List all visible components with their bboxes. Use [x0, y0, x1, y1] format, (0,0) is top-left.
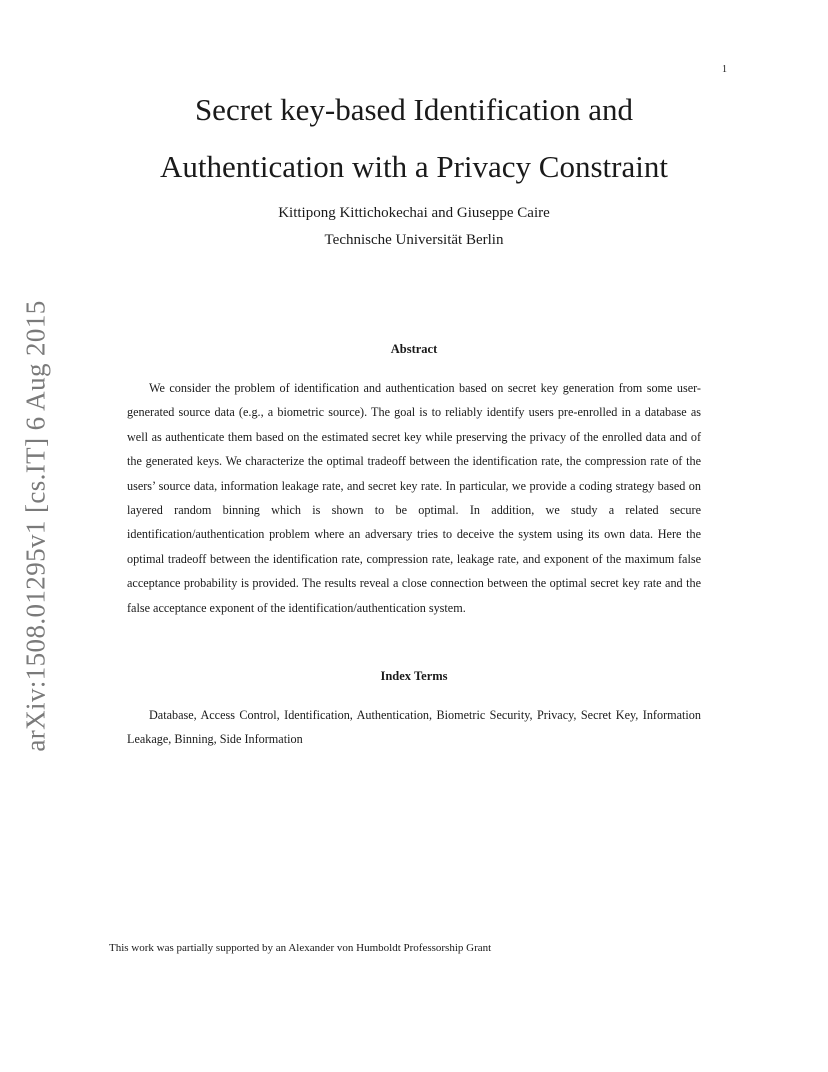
- author-names: Kittipong Kittichokechai and Giuseppe Caire: [278, 205, 550, 221]
- footnote: This work was partially supported by an Alexander von Humboldt Professorship Grant: [109, 942, 492, 954]
- title-line-1: Secret key-based Identification and: [194, 92, 634, 127]
- abstract-heading: Abstract: [390, 342, 438, 356]
- title-line-2: Authentication with a Privacy Constraint: [160, 149, 668, 184]
- author-block: [0, 200, 828, 254]
- paper-title: [0, 81, 828, 195]
- abstract-text: We consider the problem of identification and authentication based on secret key generation from some user-generated source data (e.g., a biometric source). The goal is to reliably identify users pre-enrolled in a database as well as authenticate them based on the estimated secret key while preserving the privacy of the enrolled data and of the generated keys. We characterize the optimal tradeoff between the identification rate, the compression rate of the users’ source data, information leakage rate, and secret key rate. In particular, we provide a coding strategy based on layered random binning which is shown to be optimal. In addition, we study a related secure identification/authentication problem where an adversary tries to deceive the system using its own data. Here the optimal tradeoff between the identification rate, compression rate, leakage rate, and exponent of the maximum false acceptance probability is provided. The results reveal a close connection between the optimal secret key rate and the false acceptance exponent of the identification/authentication system.: [127, 381, 701, 615]
- page-number: 1: [722, 64, 727, 75]
- arxiv-stamp: arXiv:1508.01295v1 [cs.IT] 6 Aug 2015: [20, 300, 51, 752]
- affiliation: Technische Universität Berlin: [324, 232, 504, 248]
- index-terms-text: Database, Access Control, Identification, Authentication, Biometric Security, Privacy, Secret Key, Information Leakage, Binning, Side Information: [127, 708, 701, 747]
- index-terms-heading: Index Terms: [380, 669, 448, 683]
